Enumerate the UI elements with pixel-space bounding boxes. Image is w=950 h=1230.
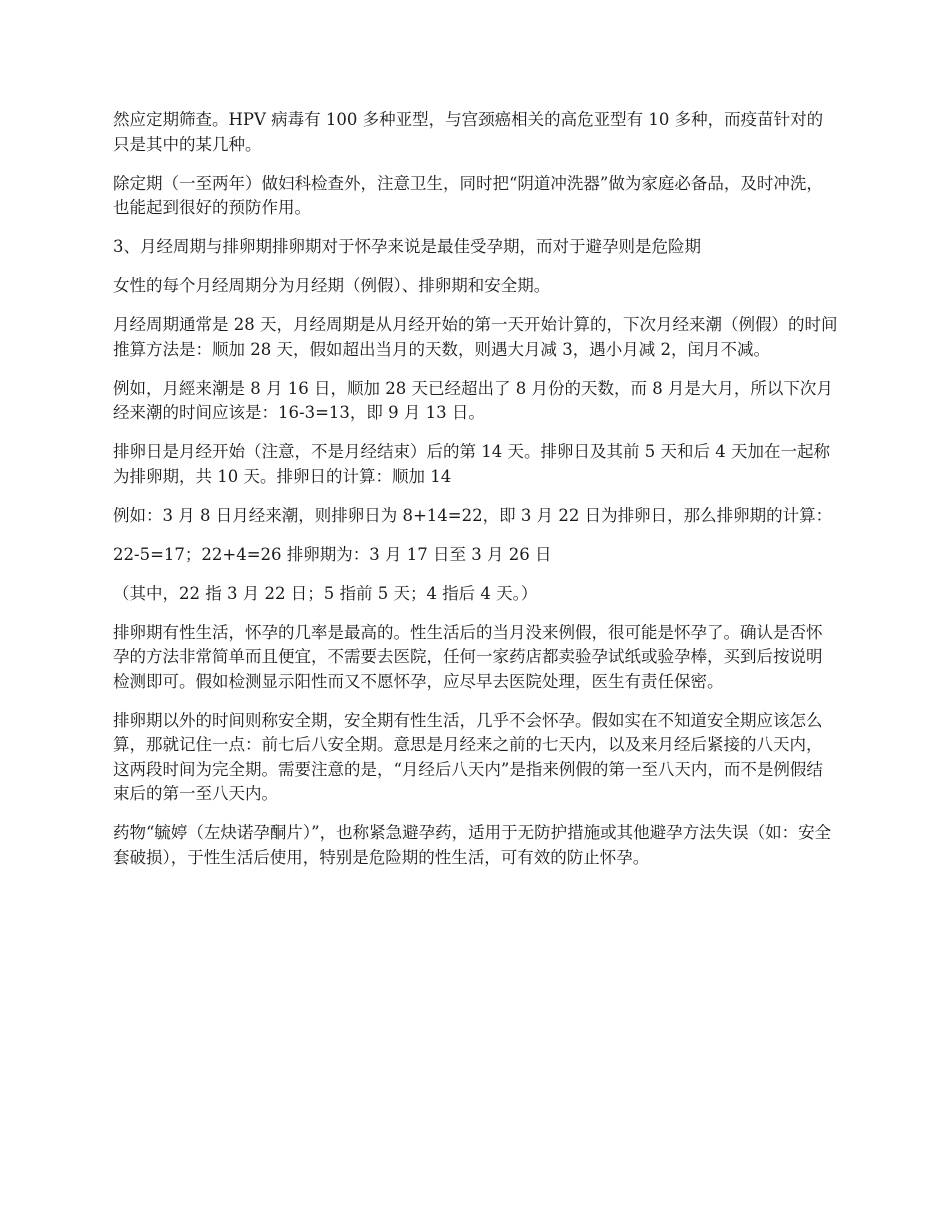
document-body (113, 108, 838, 885)
paragraph-safe-period: 排卵期以外的时间则称安全期，安全期有性生活，几乎不会怀孕。假如实在不知道安全期应该怎么算，那就记住一点：前七后八安全期。意思是月经来之前的七天内，以及来月经后紧接的八天内，这两段时间为完全期。需要注意的是，“月经后八天内”是指来例假的第一至八天内，而不是例假结束后的第一至八天内。 (113, 710, 823, 803)
section-heading-menstrual-ovulation: 3、月经周期与排卵期排卵期对于怀孕来说是最佳受孕期，而对于避孕则是危险期 (113, 237, 701, 256)
paragraph-cycle-calculation: 月经周期通常是 28 天，月经周期是从月经开始的第一天开始计算的，下次月经来潮（例假）的时间推算方法是：顺加 28 天，假如超出当月的天数，则遇大月减 3，遇小月减 2，闰月不减。 (113, 315, 838, 359)
paragraph-ovulation-note: （其中，22 指 3 月 22 日；5 指前 5 天；4 指后 4 天。） (113, 583, 538, 603)
paragraph-cycle-example: 例如，月經来潮是 8 月 16 日，顺加 28 天已经超出了 8 月份的天数，而 8 月是大月，所以下次月经来潮的时间应该是：16-3=13，即 9 月 13 日。 (113, 378, 833, 422)
paragraph-ovulation-day: 排卵日是月经开始（注意，不是月经结束）后的第 14 天。排卵日及其前 5 天和后 4 天加在一起称为排卵期，共 10 天。排卵日的计算：顺加 14 (113, 442, 830, 486)
paragraph-ovulation-formula: 22-5=17；22+4=26 排卵期为：3 月 17 日至 3 月 26 日 (113, 544, 552, 564)
paragraph-pregnancy-test: 排卵期有性生活，怀孕的几率是最高的。性生活后的当月没来例假，很可能是怀孕了。确认是否怀孕的方法非常简单而且便宜，不需要去医院，任何一家药店都卖验孕试纸或验孕棒，买到后按说明检测即可。假如检测显示阳性而又不愿怀孕，应尽早去医院处理，医生有责任保密。 (113, 622, 823, 691)
paragraph-ovulation-example: 例如：3 月 8 日月经来潮，则排卵日为 8+14=22，即 3 月 22 日为排卵日，那么排卵期的计算： (113, 505, 833, 525)
paragraph-emergency-contraception: 药物“毓婷（左炔诺孕酮片）”，也称紧急避孕药，适用于无防护措施或其他避孕方法失误（如：安全套破损），于性生活后使用，特别是危险期的性生活，可有效的防止怀孕。 (113, 823, 832, 867)
paragraph-cycle-phases: 女性的每个月经周期分为月经期（例假）、排卵期和安全期。 (113, 276, 551, 295)
paragraph-hpv-screening: 然应定期筛查。HPV 病毒有 100 多种亚型，与宫颈癌相关的高危亚型有 10 多种，而疫苗针对的只是其中的某几种。 (113, 110, 824, 154)
paragraph-gyn-exam: 除定期（一至两年）做妇科检查外，注意卫生，同时把“阴道冲洗器”做为家庭必备品，及时冲洗，也能起到很好的预防作用。 (113, 173, 823, 217)
